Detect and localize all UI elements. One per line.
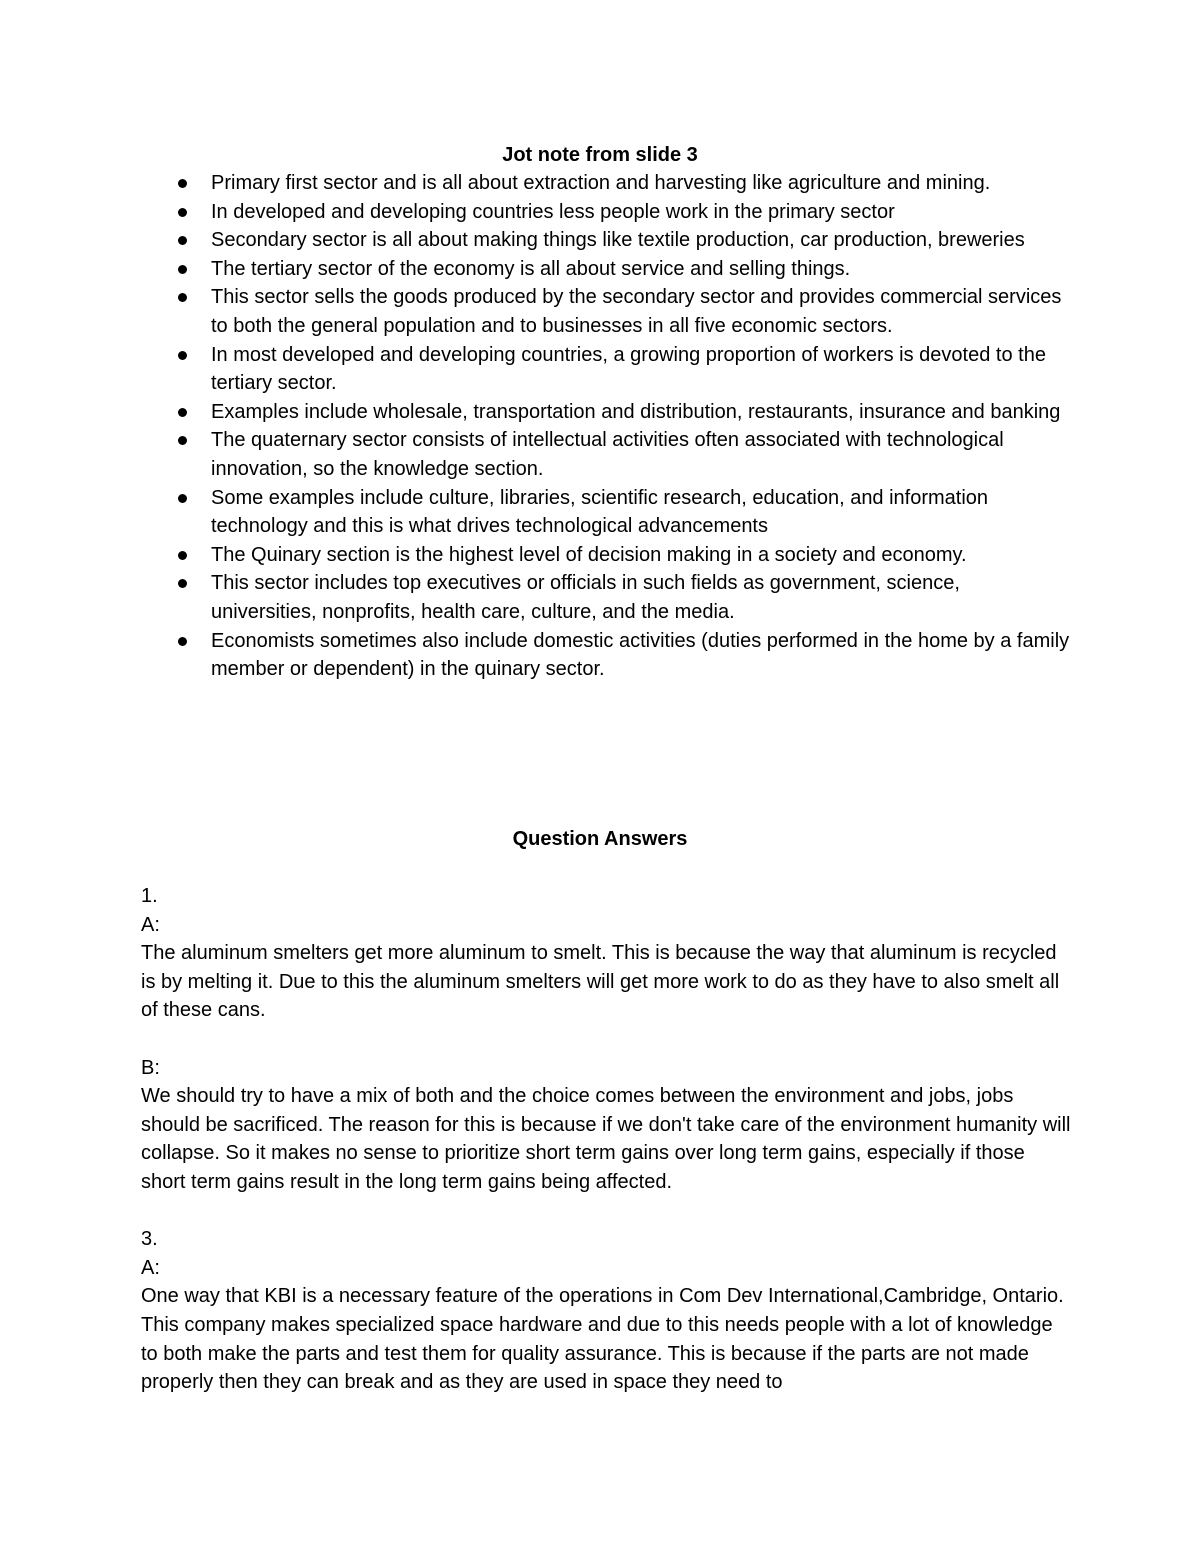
bullet-item xyxy=(0,541,1071,570)
bullet-dot-icon xyxy=(178,551,187,560)
question-1-part-a-answer: The aluminum smelters get more aluminum to smelt. This is because the way that aluminum is recycled is by melting it. Due to this the aluminum smelters will get more work to do as they have to also smelt all of these cans. xyxy=(141,942,1060,1022)
bullet-dot-icon xyxy=(178,494,187,503)
bullet-text: Examples include wholesale, transportation and distribution, restaurants, insurance and banking xyxy=(211,400,1061,423)
bullet-dot-icon xyxy=(178,293,187,302)
bullet-item xyxy=(0,283,1071,340)
question-1-part-b-answer: We should try to have a mix of both and the choice comes between the environment and jobs, jobs should be sacrificed. The reason for this is because if we don't take care of the environment humanity will collapse. So it makes no sense to prioritize short term gains over long term gains, especially if those short term gains result in the long term gains being affected. xyxy=(141,1085,1071,1193)
bullet-item xyxy=(0,569,1071,626)
bullet-text: The quaternary sector consists of intellectual activities often associated with technological innovation, so the knowledge section. xyxy=(211,429,1004,480)
bullet-text: The Quinary section is the highest level of decision making in a society and economy. xyxy=(211,543,967,566)
question-1-part-b-label: B: xyxy=(141,1056,160,1079)
notes-title: Jot note from slide 3 xyxy=(502,144,698,166)
bullet-dot-icon xyxy=(178,236,187,245)
bullet-dot-icon xyxy=(178,637,187,646)
bullet-item xyxy=(0,426,1071,483)
bullet-dot-icon xyxy=(178,179,187,188)
bullet-dot-icon xyxy=(178,351,187,360)
bullet-text: In most developed and developing countries, a growing proportion of workers is devoted to the tertiary sector. xyxy=(211,343,1046,395)
bullet-item xyxy=(0,255,1071,284)
answers-title: Question Answers xyxy=(512,828,688,850)
paragraph-gap xyxy=(141,1197,1071,1226)
question-3-number: 3. xyxy=(141,1228,158,1251)
answers-section xyxy=(141,882,1071,1397)
bullet-dot-icon xyxy=(178,408,187,417)
bullet-text: In developed and developing countries less people work in the primary sector xyxy=(211,200,895,223)
notes-bullet-list xyxy=(0,169,1200,684)
bullet-item xyxy=(0,226,1071,255)
bullet-text: Economists sometimes also include domestic activities (duties performed in the home by a family member or dependent) in the quinary sector. xyxy=(211,629,1070,681)
bullet-dot-icon xyxy=(178,208,187,217)
bullet-item xyxy=(0,398,1071,427)
question-1-part-a-label: A: xyxy=(141,913,160,936)
bullet-text: The tertiary sector of the economy is all about service and selling things. xyxy=(211,257,851,280)
bullet-dot-icon xyxy=(178,436,187,445)
bullet-item xyxy=(0,198,1071,227)
bullet-item xyxy=(0,484,1071,541)
bullet-text: Primary first sector and is all about extraction and harvesting like agriculture and mining. xyxy=(211,172,991,194)
question-3-part-a-answer: One way that KBI is a necessary feature of the operations in Com Dev International,Cambridge, Ontario. This company makes specialized space hardware and due to this needs people with a lot of knowledge to both make the parts and test them for quality assurance. This is because if the parts are not made properly then they can break and as they are used in space they need to xyxy=(141,1285,1064,1394)
bullet-text: Some examples include culture, libraries, scientific research, education, and information technology and this is what drives technological advancements xyxy=(211,486,989,538)
bullet-item xyxy=(0,341,1071,398)
question-3-part-a-label: A: xyxy=(141,1256,160,1279)
bullet-dot-icon xyxy=(178,265,187,274)
bullet-item xyxy=(0,169,1071,198)
question-1-number: 1. xyxy=(141,885,158,907)
paragraph-gap xyxy=(141,1025,1071,1054)
bullet-text: Secondary sector is all about making things like textile production, car production, breweries xyxy=(211,229,1025,252)
bullet-dot-icon xyxy=(178,579,187,588)
bullet-text: This sector sells the goods produced by the secondary sector and provides commercial services to both the general population and to businesses in all five economic sectors. xyxy=(211,286,1062,337)
bullet-text: This sector includes top executives or officials in such fields as government, science, universities, nonprofits, health care, culture, and the media. xyxy=(211,572,960,623)
bullet-item xyxy=(0,627,1071,684)
